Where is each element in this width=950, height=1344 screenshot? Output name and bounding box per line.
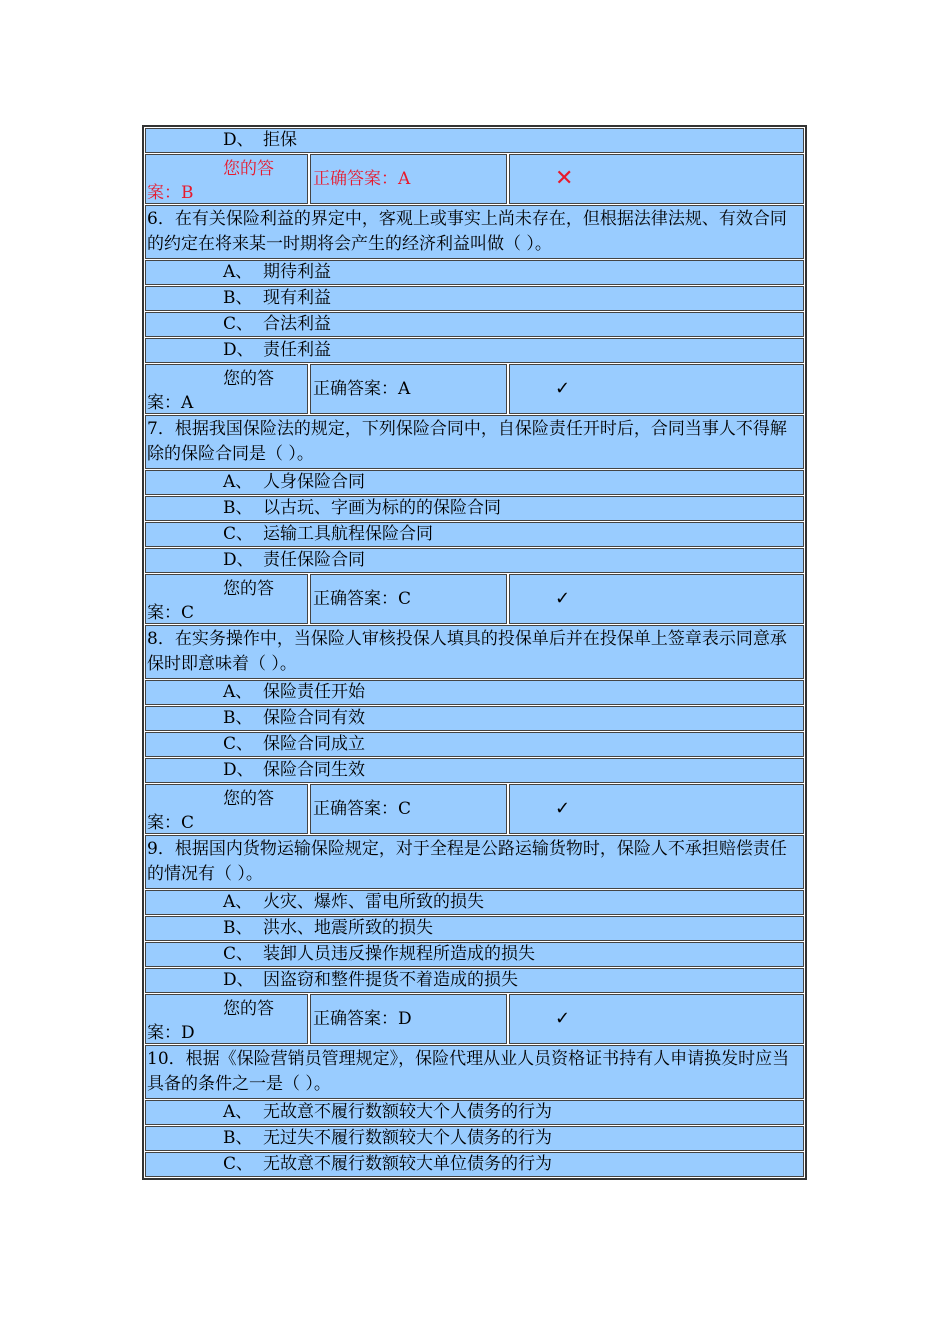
option-text: 火灾、爆炸、雷电所致的损失	[263, 892, 484, 912]
correct-answer-cell: 正确答案： C	[310, 784, 507, 834]
wrong-mark-icon: ✕	[555, 166, 574, 191]
option-text: 合法利益	[263, 314, 331, 334]
your-answer-label: 您的答	[223, 789, 274, 809]
option-row	[145, 942, 804, 967]
option-letter: D、	[223, 340, 254, 360]
your-answer-value: 案：C	[147, 813, 195, 833]
option-letter: C、	[223, 1154, 254, 1174]
option-row	[145, 1152, 804, 1177]
option-text: 拒保	[263, 130, 297, 150]
option-row	[145, 916, 804, 941]
option-letter: C、	[223, 524, 254, 544]
question-list	[144, 205, 805, 1177]
option-text: 洪水、地震所致的损失	[263, 918, 433, 938]
result-cell	[509, 784, 804, 834]
check-mark-icon: ✓	[555, 588, 571, 609]
correct-answer-cell: 正确答案： A	[310, 364, 507, 414]
check-mark-icon: ✓	[555, 378, 571, 399]
option-row	[145, 890, 804, 915]
result-cell	[509, 994, 804, 1044]
option-text: 保险合同生效	[263, 760, 365, 780]
correct-answer-cell: 正确答案： A	[310, 154, 507, 204]
option-row	[145, 496, 804, 521]
option-letter: D、	[223, 550, 254, 570]
option-text: 无故意不履行数额较大个人债务的行为	[263, 1102, 552, 1122]
your-answer-cell	[145, 994, 308, 1044]
your-answer-value: 案：A	[147, 393, 194, 413]
option-text: 保险合同成立	[263, 734, 365, 754]
your-answer-cell	[145, 364, 308, 414]
check-mark-icon: ✓	[555, 1008, 571, 1029]
option-row	[145, 968, 804, 993]
option-letter: A、	[223, 892, 253, 912]
option-row	[145, 470, 804, 495]
result-cell	[509, 364, 804, 414]
option-letter: B、	[223, 708, 253, 728]
question-text: 9．根据国内货物运输保险规定，对于全程是公路运输货物时，保险人不承担赔偿责任的情况有（ ）。	[145, 835, 804, 889]
option-letter: B、	[223, 498, 253, 518]
option-row	[145, 680, 804, 705]
option-letter: D、	[223, 760, 254, 780]
option-text: 期待利益	[263, 262, 331, 282]
option-row	[145, 128, 804, 153]
your-answer-label: 您的答	[223, 369, 274, 389]
option-row	[145, 312, 804, 337]
your-answer-label: 您的答	[223, 579, 274, 599]
correct-answer-cell: 正确答案： D	[310, 994, 507, 1044]
option-letter: A、	[223, 1102, 253, 1122]
answer-row	[145, 784, 804, 834]
option-row	[145, 338, 804, 363]
your-answer-label: 您的答	[223, 999, 274, 1019]
answer-row	[145, 994, 804, 1044]
option-row	[145, 758, 804, 783]
option-text: 无故意不履行数额较大单位债务的行为	[263, 1154, 552, 1174]
option-row	[145, 260, 804, 285]
answer-row	[145, 364, 804, 414]
option-letter: A、	[223, 682, 253, 702]
option-text: 责任保险合同	[263, 550, 365, 570]
option-text: 装卸人员违反操作规程所造成的损失	[263, 944, 535, 964]
option-letter: D、	[223, 130, 254, 150]
option-row	[145, 548, 804, 573]
result-cell	[509, 574, 804, 624]
your-answer-cell	[145, 154, 308, 204]
your-answer-value: 案：C	[147, 603, 195, 623]
option-text: 责任利益	[263, 340, 331, 360]
option-text: 人身保险合同	[263, 472, 365, 492]
question-text: 10．根据《保险营销员管理规定》，保险代理从业人员资格证书持有人申请换发时应当具备的条件之一是（ ）。	[145, 1045, 804, 1099]
your-answer-value: 案：D	[147, 1023, 195, 1043]
option-text: 运输工具航程保险合同	[263, 524, 433, 544]
correct-answer-cell: 正确答案： C	[310, 574, 507, 624]
option-row	[145, 1100, 804, 1125]
your-answer-value: 案：B	[147, 183, 194, 203]
option-letter: C、	[223, 734, 254, 754]
option-row	[145, 706, 804, 731]
option-text: 现有利益	[263, 288, 331, 308]
your-answer-cell	[145, 784, 308, 834]
option-text: 以古玩、字画为标的的保险合同	[263, 498, 501, 518]
option-letter: B、	[223, 288, 253, 308]
option-row	[145, 1126, 804, 1151]
answer-row	[145, 574, 804, 624]
option-letter: A、	[223, 472, 253, 492]
quiz-table	[142, 125, 807, 1180]
option-letter: B、	[223, 1128, 253, 1148]
option-text: 因盗窃和整件提货不着造成的损失	[263, 970, 518, 990]
option-text: 保险责任开始	[263, 682, 365, 702]
option-row	[145, 286, 804, 311]
question-text: 8．在实务操作中，当保险人审核投保人填具的投保单后并在投保单上签章表示同意承保时即意味着（ ）。	[145, 625, 804, 679]
question-text: 7．根据我国保险法的规定，下列保险合同中，自保险责任开时后，合同当事人不得解除的保险合同是（ ）。	[145, 415, 804, 469]
check-mark-icon: ✓	[555, 798, 571, 819]
your-answer-cell	[145, 574, 308, 624]
option-letter: B、	[223, 918, 253, 938]
option-text: 无过失不履行数额较大个人债务的行为	[263, 1128, 552, 1148]
option-letter: C、	[223, 314, 254, 334]
answer-row	[145, 154, 804, 204]
your-answer-label: 您的答	[223, 159, 274, 179]
option-text: 保险合同有效	[263, 708, 365, 728]
question-text: 6．在有关保险利益的界定中，客观上或事实上尚未存在，但根据法律法规、有效合同的约定在将来某一时期将会产生的经济利益叫做（ ）。	[145, 205, 804, 259]
option-letter: D、	[223, 970, 254, 990]
option-letter: C、	[223, 944, 254, 964]
option-letter: A、	[223, 262, 253, 282]
option-row	[145, 522, 804, 547]
result-cell	[509, 154, 804, 204]
option-row	[145, 732, 804, 757]
